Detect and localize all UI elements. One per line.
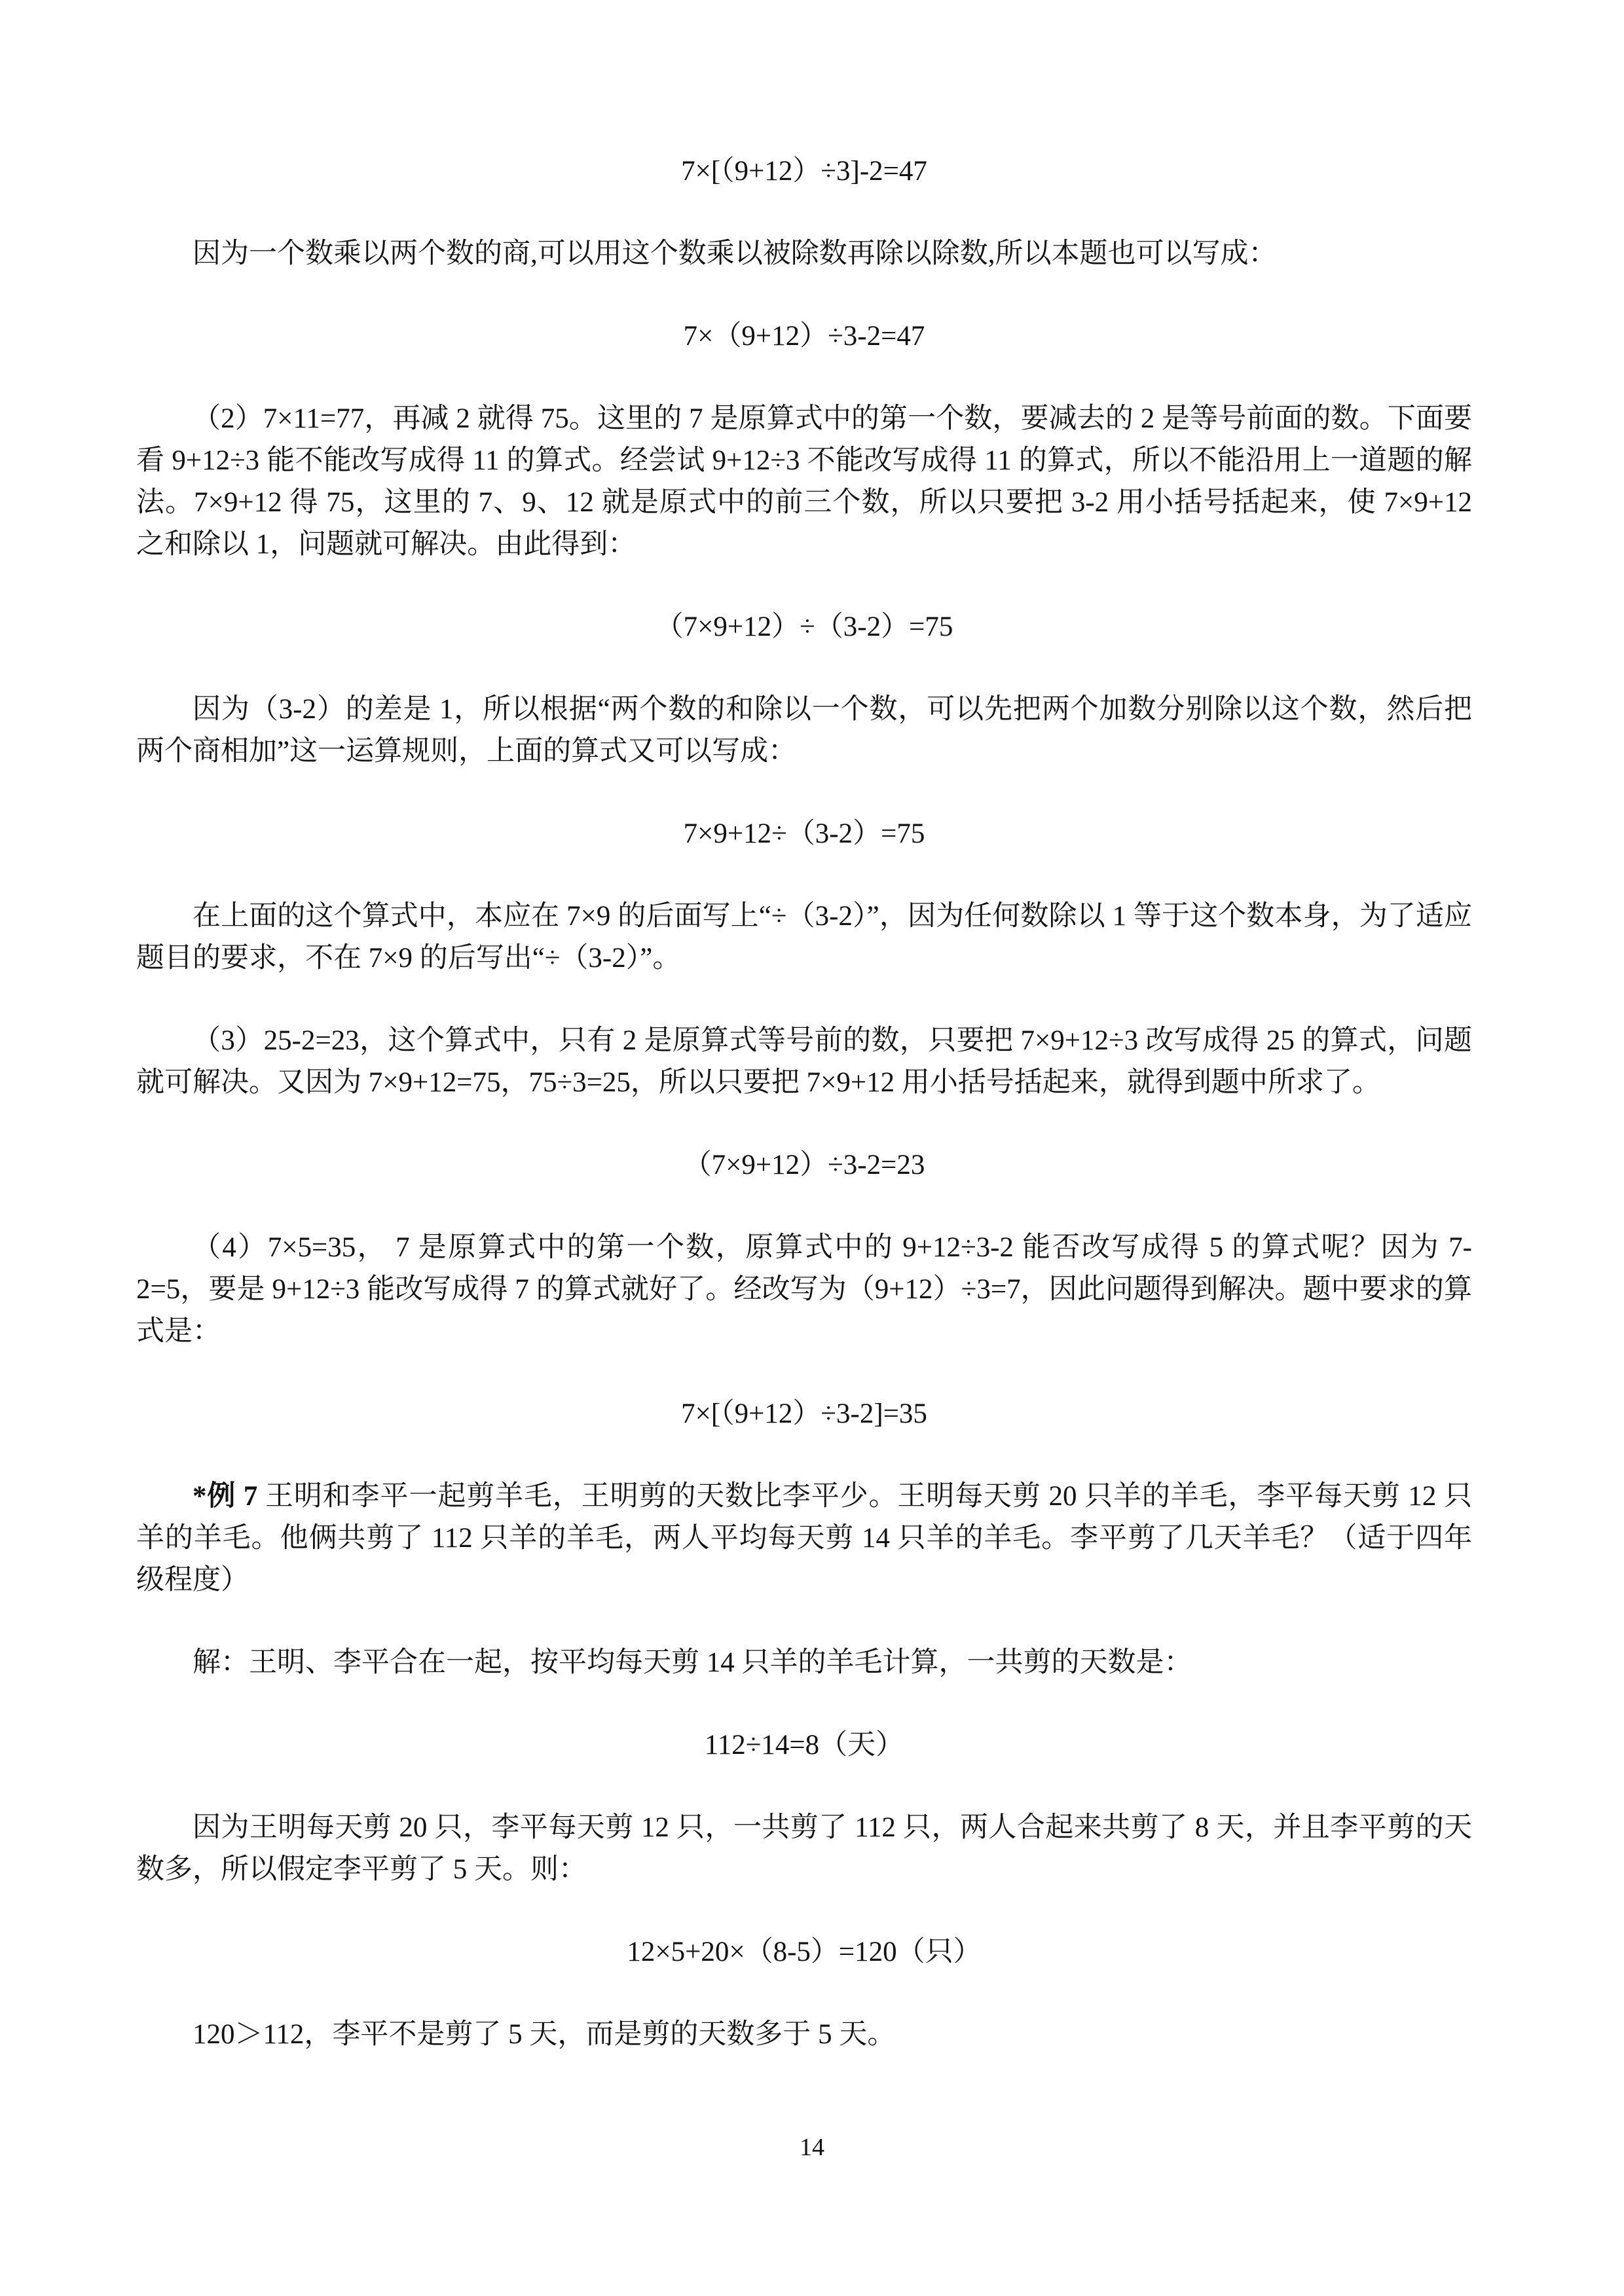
body-paragraph bbox=[136, 1476, 1472, 1601]
body-paragraph: 因为王明每天剪 20 只，李平每天剪 12 只，一共剪了 112 只，两人合起来共剪了 8 天，并且李平剪的天数多，所以假定李平剪了 5 天。则： bbox=[136, 1812, 1472, 1885]
formula-line: 7×（9+12）÷3-2=47 bbox=[683, 321, 925, 352]
content-area bbox=[136, 151, 1472, 2056]
page-number: 14 bbox=[800, 2134, 824, 2161]
formula-line: 7×[（9+12）÷3]-2=47 bbox=[681, 156, 927, 187]
formula-line: 112÷14=8（天） bbox=[704, 1730, 904, 1760]
body-paragraph: 120＞112，李平不是剪了 5 天，而是剪的天数多于 5 天。 bbox=[193, 2019, 896, 2050]
body-paragraph: 因为（3-2）的差是 1，所以根据“两个数的和除以一个数，可以先把两个加数分别除以这个数，然后把两个商相加”这一运算规则，上面的算式又可以写成： bbox=[136, 694, 1472, 767]
body-paragraph: 在上面的这个算式中，本应在 7×9 的后面写上“÷（3-2）”，因为任何数除以 1 等于这个数本身，为了适应题目的要求，不在 7×9 的后写出“÷（3-2）”。 bbox=[136, 901, 1472, 974]
body-paragraph: 解：王明、李平合在一起，按平均每天剪 14 只羊的羊毛计算，一共剪的天数是： bbox=[193, 1647, 1192, 1678]
example-label: *例 7 bbox=[193, 1481, 258, 1512]
formula-line: （7×9+12）÷3-2=23 bbox=[683, 1150, 925, 1180]
formula-line: 7×9+12÷（3-2）=75 bbox=[683, 818, 925, 849]
body-paragraph: （2）7×11=77，再减 2 就得 75。这里的 7 是原算式中的第一个数，要减去的 2 是等号前面的数。下面要看 9+12÷3 能不能改写成得 11 的算式。经尝试 9+12÷3 不能改写成得 11 的算式，所以不能沿用上一道题的解法。7×9+12 得 75，这里的 7、9、12 就是原式中的前三个数，所以只要把 3-2 用小括号括起来，使 7×9+12 之和除以 1，问题就可解决。由此得到： bbox=[136, 403, 1472, 560]
body-paragraph: （3）25-2=23，这个算式中，只有 2 是原算式等号前的数，只要把 7×9+12÷3 改写成得 25 的算式，问题就可解决。又因为 7×9+12=75，75÷3=25，所以只要把 7×9+12 用小括号括起来，就得到题中所求了。 bbox=[136, 1025, 1472, 1098]
paragraph-text: 王明和李平一起剪羊毛，王明剪的天数比李平少。王明每天剪 20 只羊的羊毛，李平每天剪 12 只羊的羊毛。他俩共剪了 112 只羊的羊毛，两人平均每天剪 14 只羊的羊毛。李平剪了几天羊毛？（适于四年级程度） bbox=[136, 1481, 1473, 1595]
body-paragraph: （4）7×5=35， 7 是原算式中的第一个数，原算式中的 9+12÷3-2 能否改写成得 5 的算式呢？因为 7-2=5，要是 9+12÷3 能改写成得 7 的算式就好了。经改写为（9+12）÷3=7，因此问题得到解决。题中要求的算式是： bbox=[136, 1232, 1472, 1347]
formula-line: 7×[（9+12）÷3-2]=35 bbox=[681, 1398, 927, 1429]
formula-line: 12×5+20×（8-5）=120（只） bbox=[627, 1937, 982, 1967]
body-paragraph: 因为一个数乘以两个数的商,可以用这个数乘以被除数再除以除数,所以本题也可以写成： bbox=[193, 238, 1277, 269]
formula-line: （7×9+12）÷（3-2）=75 bbox=[655, 611, 953, 642]
